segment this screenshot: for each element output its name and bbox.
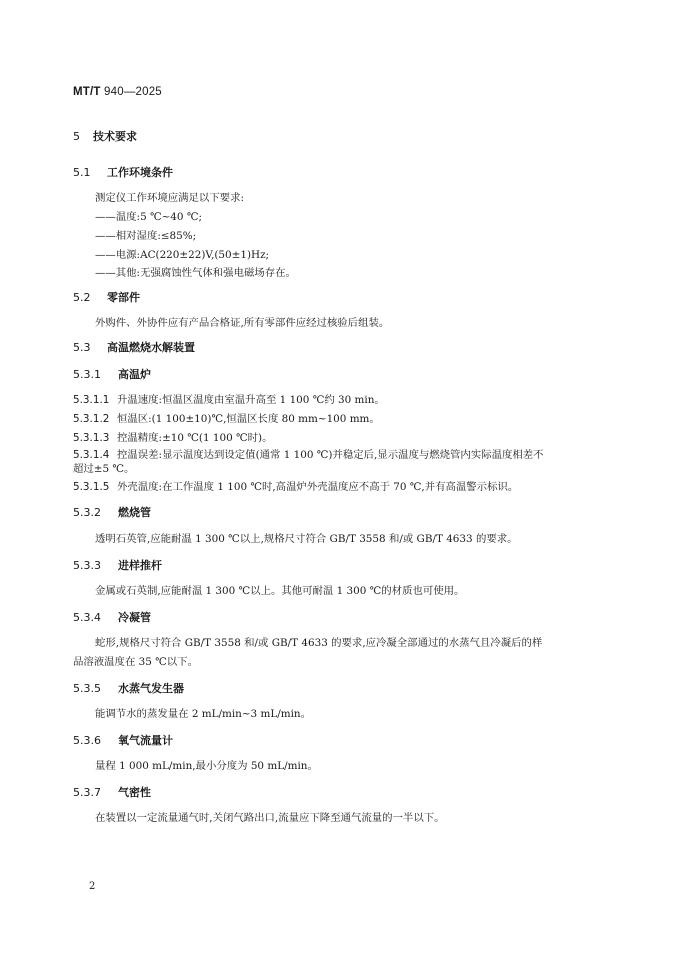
standard-code — [73, 86, 162, 98]
standard-prefix: MT/T — [73, 86, 101, 98]
section-number: 5.3.7 — [73, 786, 101, 799]
section-5-3-7-text: 在装置以一定流量通气时,关闭气路出口,流量应下降至通气流量的一半以下。 — [95, 812, 445, 824]
section-number: 5.3.4 — [73, 611, 101, 624]
section-5-3-4-text-line2: 品溶液温度在 35 ℃以下。 — [73, 656, 198, 668]
section-5-3-6-text: 量程 1 000 mL/min,最小分度为 50 mL/min。 — [95, 760, 318, 772]
section-5-3-3-text: 金属或石英制,应能耐温 1 300 ℃以上。其他可耐温 1 300 ℃的材质也可使用。 — [95, 585, 465, 597]
clause-number: 5.3.1.4 — [73, 449, 110, 461]
section-number: 5.3.3 — [73, 559, 101, 572]
clause-number: 5.3.1.2 — [73, 413, 110, 425]
list-item: ——温度:5 ℃~40 ℃; — [95, 211, 202, 223]
page-number: 2 — [89, 881, 96, 892]
clause-5-3-1-5 — [73, 478, 603, 493]
section-number: 5.1 — [73, 166, 91, 179]
clause-text: 控温精度:±10 ℃(1 100 ℃时)。 — [117, 432, 273, 444]
clause-5-3-1-4 — [73, 446, 603, 461]
section-title: 进样推杆 — [118, 559, 162, 572]
list-item: ——其他:无强腐蚀性气体和强电磁场存在。 — [95, 267, 296, 279]
section-5-1-intro: 测定仪工作环境应满足以下要求: — [95, 192, 244, 204]
section-title: 冷凝管 — [118, 611, 151, 624]
section-5-3-5-text: 能调节水的蒸发量在 2 mL/min~3 mL/min。 — [95, 708, 311, 720]
standard-number: 940—2025 — [104, 86, 162, 98]
section-title: 技术要求 — [93, 130, 137, 143]
section-5-3-4-heading — [73, 609, 603, 625]
section-number: 5.3 — [73, 341, 91, 354]
section-title: 氧气流量计 — [118, 734, 173, 747]
section-5-3-3-heading — [73, 557, 603, 573]
section-5-3-4-text-line1: 蛇形,规格尺寸符合 GB/T 3558 和/或 GB/T 4633 的要求,应冷凝全部通过的水蒸气且冷凝后的样 — [95, 637, 543, 649]
section-5-1-heading — [73, 164, 603, 180]
clause-5-3-1-2 — [73, 410, 603, 425]
clause-number: 5.3.1.3 — [73, 432, 110, 444]
section-number: 5 — [73, 130, 80, 143]
section-5-3-heading — [73, 339, 603, 355]
clause-5-3-1-3 — [73, 429, 603, 444]
section-title: 工作环境条件 — [107, 166, 173, 179]
section-title: 燃烧管 — [118, 506, 151, 519]
section-5-3-5-heading — [73, 680, 603, 696]
section-5-3-6-heading — [73, 732, 603, 748]
section-number: 5.3.5 — [73, 682, 101, 695]
section-title: 高温炉 — [118, 368, 151, 381]
list-item: ——相对湿度:≤85%; — [95, 230, 197, 242]
section-number: 5.3.1 — [73, 368, 101, 381]
clause-number: 5.3.1.5 — [73, 481, 110, 493]
clause-text: 恒温区:(1 100±10)℃,恒温区长度 80 mm~100 mm。 — [117, 413, 380, 425]
section-title: 高温燃烧水解装置 — [107, 341, 195, 354]
clause-5-3-1-1 — [73, 391, 603, 406]
clause-text: 控温误差:显示温度达到设定值(通常 1 100 ℃)并稳定后,显示温度与燃烧管内实际温度相差不 — [117, 449, 544, 461]
section-5-3-2-text: 透明石英管,应能耐温 1 300 ℃以上,规格尺寸符合 GB/T 3558 和/或 GB/T 4633 的要求。 — [95, 533, 518, 545]
section-title: 水蒸气发生器 — [118, 682, 184, 695]
section-number: 5.2 — [73, 291, 91, 304]
list-item: ——电源:AC(220±22)V,(50±1)Hz; — [95, 249, 270, 261]
section-number: 5.3.6 — [73, 734, 101, 747]
section-title: 气密性 — [118, 786, 151, 799]
section-5-2-heading — [73, 289, 603, 305]
section-5-3-1-heading — [73, 366, 603, 382]
clause-number: 5.3.1.1 — [73, 394, 110, 406]
section-title: 零部件 — [107, 291, 140, 304]
clause-text: 升温速度:恒温区温度由室温升高至 1 100 ℃约 30 min。 — [117, 394, 385, 406]
clause-text: 外壳温度:在工作温度 1 100 ℃时,高温炉外壳温度应不高于 70 ℃,并有高温警示标识。 — [117, 481, 519, 493]
section-5-3-7-heading — [73, 784, 603, 800]
section-5-heading — [73, 128, 603, 144]
clause-5-3-1-4-continued: 超过±5 ℃。 — [73, 463, 135, 475]
section-5-3-2-heading — [73, 504, 603, 520]
section-5-2-text: 外购件、外协件应有产品合格证,所有零部件应经过核验后组装。 — [95, 317, 390, 329]
section-number: 5.3.2 — [73, 506, 101, 519]
